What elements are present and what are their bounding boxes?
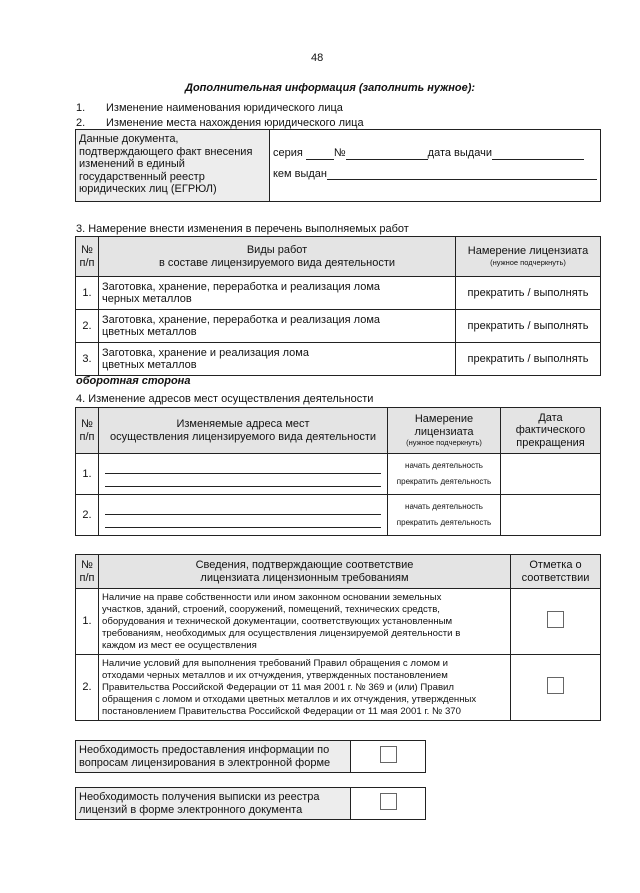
- compliance-header-row: [76, 555, 601, 589]
- registry-extract-label: Необходимость получения выписки из реестра лицензий в форме электронного документа: [76, 788, 351, 820]
- row-num: 3.: [76, 343, 99, 376]
- addresses-header-row: [76, 408, 601, 454]
- row-num: 2.: [76, 655, 99, 721]
- addresses-table: [75, 407, 601, 536]
- row-work: Заготовка, хранение, переработка и реализация лома цветных металлов: [99, 310, 456, 343]
- number-label: №: [333, 147, 346, 159]
- table-row: [76, 495, 601, 536]
- item-text: Изменение наименования юридического лица: [106, 102, 343, 114]
- row-intent[interactable]: начать деятельность прекратить деятельность: [388, 454, 501, 495]
- table-row: [76, 277, 601, 310]
- table-row: [76, 343, 601, 376]
- col-works-header: Виды работ в составе лицензируемого вида деятельности: [99, 237, 456, 277]
- electronic-info-mark: [351, 741, 426, 773]
- col-date-header: Дата фактического прекращения: [501, 408, 601, 454]
- electronic-info-checkbox[interactable]: [380, 746, 397, 763]
- item-1: [76, 102, 343, 115]
- works-table: [75, 236, 601, 376]
- row-info: Наличие условий для выполнения требований Правил обращения с ломом и отходами черных металлов и их отчуждения, утвержденных постановлением Правительства Российской Федерации от 11 мая 2001 г. № 369 и (или) Правил обращения с ломом и отходами цветных металлов и их отчуждения, утвержденных постановлением Правительства Российской Федерации от 11 мая 2001 г. № 370: [99, 655, 511, 721]
- table-row: [76, 454, 601, 495]
- row-intent[interactable]: начать деятельность прекратить деятельность: [388, 495, 501, 536]
- row-mark: [511, 655, 601, 721]
- col-num-header: № п/п: [76, 555, 99, 589]
- row-num: 2.: [76, 310, 99, 343]
- page-number: 48: [311, 52, 324, 64]
- address-fields[interactable]: [99, 495, 388, 536]
- col-info-header: Сведения, подтверждающие соответствие лицензиата лицензионным требованиям: [99, 555, 511, 589]
- egrul-document-table: [75, 129, 601, 202]
- address-fields[interactable]: [99, 454, 388, 495]
- row-action[interactable]: прекратить / выполнять: [456, 277, 601, 310]
- item-num: 1.: [76, 102, 86, 114]
- row-work: Заготовка, хранение и реализация лома цветных металлов: [99, 343, 456, 376]
- row-info: Наличие на праве собственности или ином законном основании земельных участков, зданий, строений, сооружений, помещений, технических средств, оборудования и технической документации, соответствующих установленным требованиям, необходимых для осуществления лицензируемой деятельности в каждом из мест ее осуществления: [99, 589, 511, 655]
- reverse-side-label: оборотная сторона: [76, 375, 191, 387]
- row-num: 1.: [76, 277, 99, 310]
- col-mark-header: Отметка о соответствии: [511, 555, 601, 589]
- table-row: [76, 589, 601, 655]
- number-field[interactable]: [346, 148, 428, 160]
- item-text: Изменение места нахождения юридического лица: [106, 117, 364, 129]
- registry-extract-mark: [351, 788, 426, 820]
- compliance-checkbox[interactable]: [547, 611, 564, 628]
- section3-heading: 3. Намерение внести изменения в перечень выполняемых работ: [76, 223, 409, 235]
- row-action[interactable]: прекратить / выполнять: [456, 343, 601, 376]
- table-row: [76, 310, 601, 343]
- row-action[interactable]: прекратить / выполнять: [456, 310, 601, 343]
- series-label: серия: [272, 147, 303, 159]
- col-num-header: № п/п: [76, 408, 99, 454]
- issued-by-field[interactable]: [327, 168, 597, 180]
- col-intent-header: Намерение лицензиата (нужное подчеркнуть): [456, 237, 601, 277]
- date-issued-field[interactable]: [492, 148, 584, 160]
- row-num: 1.: [76, 454, 99, 495]
- works-header-row: [76, 237, 601, 277]
- date-issued-label: дата выдачи: [427, 147, 492, 159]
- table-row: [76, 655, 601, 721]
- registry-extract-checkbox[interactable]: [380, 793, 397, 810]
- item-num: 2.: [76, 117, 86, 129]
- section4-heading: 4. Изменение адресов мест осуществления деятельности: [76, 393, 374, 405]
- registry-extract-box: [75, 787, 426, 820]
- page-title: Дополнительная информация (заполнить нужное):: [185, 82, 476, 94]
- col-intent-header: Намерение лицензиата (нужное подчеркнуть): [388, 408, 501, 454]
- row-date[interactable]: [501, 454, 601, 495]
- compliance-table: [75, 554, 601, 721]
- row-work: Заготовка, хранение, переработка и реализация лома черных металлов: [99, 277, 456, 310]
- row-num: 1.: [76, 589, 99, 655]
- series-field[interactable]: [306, 148, 334, 160]
- compliance-checkbox[interactable]: [547, 677, 564, 694]
- row-mark: [511, 589, 601, 655]
- electronic-info-box: [75, 740, 426, 773]
- issued-by-label: кем выдан: [272, 167, 327, 180]
- egrul-label: Данные документа, подтверждающего факт внесения изменений в единый государственный реестр юридических лиц (ЕГРЮЛ): [76, 130, 270, 202]
- col-address-header: Изменяемые адреса мест осуществления лицензируемого вида деятельности: [99, 408, 388, 454]
- row-date[interactable]: [501, 495, 601, 536]
- col-num-header: № п/п: [76, 237, 99, 277]
- egrul-fields: [269, 130, 600, 202]
- row-num: 2.: [76, 495, 99, 536]
- electronic-info-label: Необходимость предоставления информации по вопросам лицензирования в электронной форме: [76, 741, 351, 773]
